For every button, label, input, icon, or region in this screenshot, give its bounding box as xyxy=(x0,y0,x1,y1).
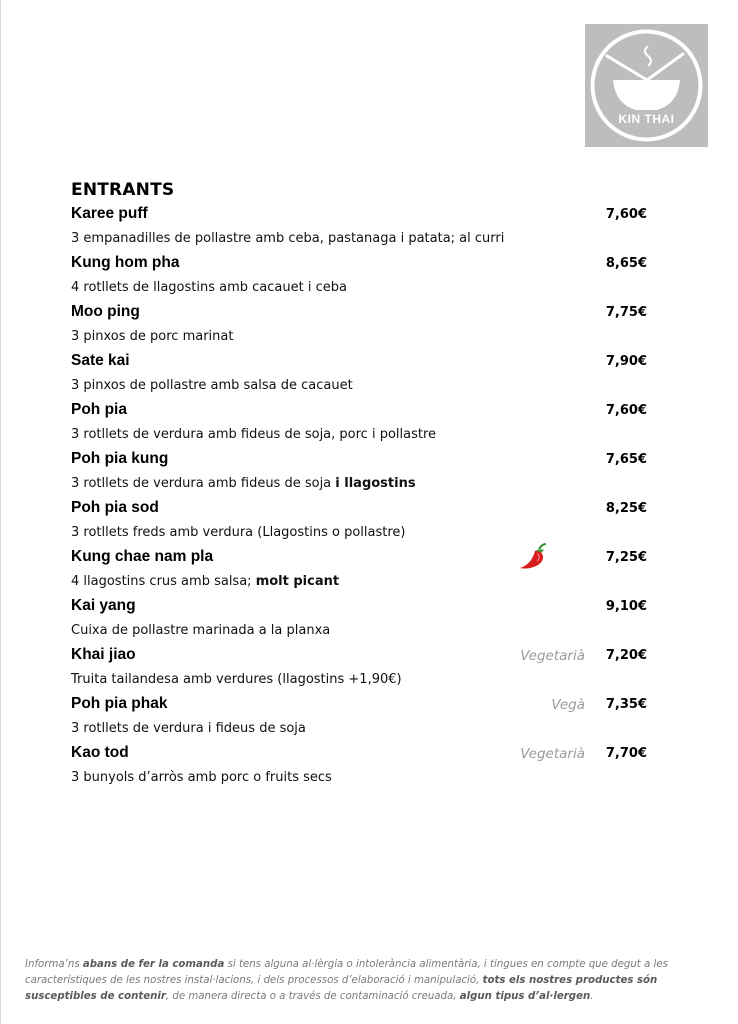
notice-text: Informa’ns xyxy=(25,959,83,970)
item-description: 3 rotllets de verdura amb fideus de soja, porc i pollastre xyxy=(71,427,437,442)
item-price: 7,35€ xyxy=(605,697,647,712)
noodle-bowl-icon xyxy=(585,24,708,147)
item-name: Poh pia sod xyxy=(71,499,159,516)
menu-item xyxy=(71,450,651,499)
item-name: Kao tod xyxy=(71,744,129,761)
item-description: 3 empanadilles de pollastre amb ceba, pastanaga i patata; al curri xyxy=(71,231,505,246)
item-name: Karee puff xyxy=(71,205,148,222)
item-price: 7,20€ xyxy=(605,648,647,663)
item-price: 9,10€ xyxy=(605,599,647,614)
menu-item xyxy=(71,401,651,450)
item-price: 7,75€ xyxy=(605,305,647,320)
item-description: 3 rotllets de verdura i fideus de soja xyxy=(71,721,306,736)
menu-list xyxy=(71,205,651,793)
item-name: Poh pia xyxy=(71,401,127,418)
notice-text: , de manera directa o a través de contaminació creuada, xyxy=(165,991,460,1002)
item-name: Kung hom pha xyxy=(71,254,180,271)
item-description-text: 3 rotllets de verdura amb fideus de soja xyxy=(71,476,336,491)
allergen-notice xyxy=(25,957,715,1005)
logo xyxy=(585,24,708,147)
item-name: Poh pia phak xyxy=(71,695,168,712)
menu-item xyxy=(71,744,651,793)
item-description-highlight: i llagostins xyxy=(335,476,416,491)
item-price: 7,60€ xyxy=(605,207,647,222)
item-description: 3 pinxos de pollastre amb salsa de cacauet xyxy=(71,378,353,393)
item-name: Kung chae nam pla xyxy=(71,548,214,565)
diet-tag: Vegetarià xyxy=(520,648,585,664)
item-description xyxy=(71,574,339,589)
notice-text: si tens alguna al·lèrgia o intolerància alimentària, i tingues en compte que degut a les característiques de les nostres instal·lacions, i dels processos d’elaboració i manipulació, xyxy=(25,959,668,986)
item-name: Kai yang xyxy=(71,597,136,614)
notice-text: . xyxy=(590,991,594,1002)
menu-item xyxy=(71,205,651,254)
menu-item xyxy=(71,548,651,597)
menu-item xyxy=(71,254,651,303)
item-description: 4 rotllets de llagostins amb cacauet i ceba xyxy=(71,280,347,295)
item-description-text: 4 llagostins crus amb salsa; xyxy=(71,574,256,589)
notice-emphasis: abans de fer la comanda xyxy=(82,959,225,970)
item-price: 7,65€ xyxy=(605,452,647,467)
menu-item xyxy=(71,597,651,646)
menu-item xyxy=(71,303,651,352)
item-price: 8,65€ xyxy=(605,256,647,271)
notice-emphasis: tots els nostres productes són susceptibles de contenir xyxy=(25,975,658,1002)
item-name: Poh pia kung xyxy=(71,450,169,467)
item-name: Sate kai xyxy=(71,352,130,369)
item-name: Khai jiao xyxy=(71,646,136,663)
page-edge xyxy=(0,0,1,1024)
item-description-highlight: molt picant xyxy=(255,574,340,589)
section-title: ENTRANTS xyxy=(71,180,175,200)
item-price: 7,90€ xyxy=(605,354,647,369)
notice-emphasis: algun tipus d’al·lergen xyxy=(459,991,591,1002)
item-name: Moo ping xyxy=(71,303,140,320)
diet-tag: Vegà xyxy=(551,697,585,713)
menu-item xyxy=(71,695,651,744)
item-price: 7,25€ xyxy=(605,550,647,565)
item-description: 3 bunyols d’arròs amb porc o fruits secs xyxy=(71,770,332,785)
item-description: Cuixa de pollastre marinada a la planxa xyxy=(71,623,331,638)
item-description xyxy=(71,476,416,491)
item-price: 8,25€ xyxy=(605,501,647,516)
item-price: 7,70€ xyxy=(605,746,647,761)
item-description: 3 rotllets freds amb verdura (Llagostins o pollastre) xyxy=(71,525,406,540)
menu-item xyxy=(71,646,651,695)
item-description: 3 pinxos de porc marinat xyxy=(71,329,234,344)
item-price: 7,60€ xyxy=(605,403,647,418)
menu-item xyxy=(71,499,651,548)
logo-text: KIN THAI xyxy=(618,112,675,126)
menu-item xyxy=(71,352,651,401)
item-description: Truita tailandesa amb verdures (llagostins +1,90€) xyxy=(71,672,402,687)
chili-pepper-icon xyxy=(518,542,550,572)
diet-tag: Vegetarià xyxy=(520,746,585,762)
